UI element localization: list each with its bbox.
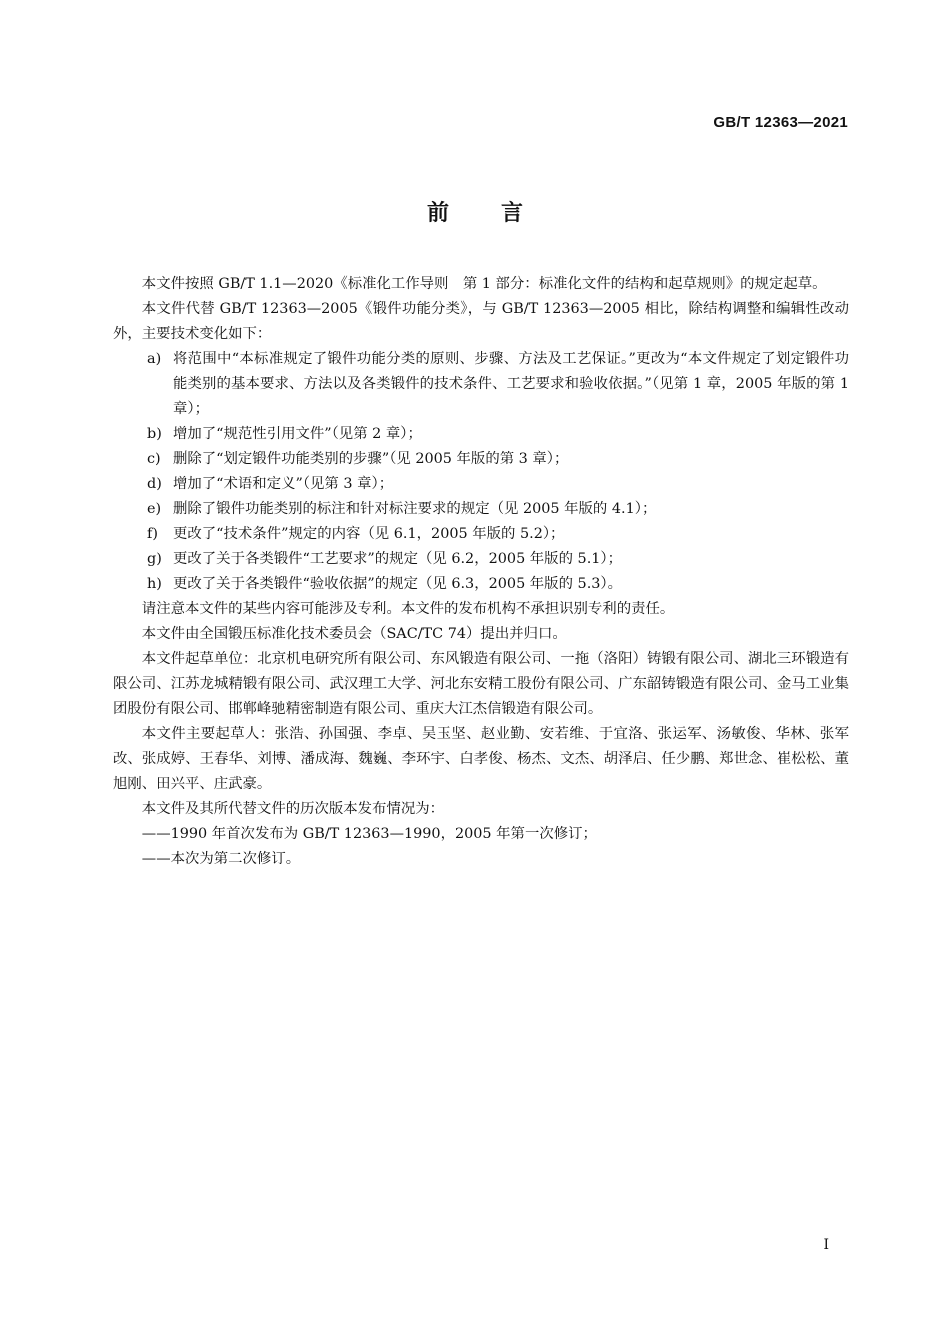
paragraph-drafting-rules: 本文件按照 GB/T 1.1—2020《标准化工作导则 第 1 部分：标准化文件的结构和起草规则》的规定起草。 xyxy=(141,276,827,292)
paragraph-replacement: 本文件代替 GB/T 12363—2005《锻件功能分类》，与 GB/T 12363—2005 相比，除结构调整和编辑性改动外，主要技术变化如下： xyxy=(113,301,849,342)
list-item xyxy=(113,497,849,522)
list-item-text: 增加了“规范性引用文件”（见第 2 章）； xyxy=(173,426,422,442)
list-item xyxy=(113,522,849,547)
paragraph-drafting-units: 本文件起草单位：北京机电研究所有限公司、东风锻造有限公司、一拖（洛阳）铸锻有限公司、湖北三环锻造有限公司、江苏龙城精锻有限公司、武汉理工大学、河北东安精工股份有限公司、广东韶铸锻造有限公司、金马工业集团股份有限公司、邯郸峰驰精密制造有限公司、重庆大江杰信锻造有限公司。 xyxy=(113,651,849,717)
list-marker: a) xyxy=(147,351,162,367)
changes-list xyxy=(113,347,849,597)
list-marker: b) xyxy=(147,426,162,442)
list-item xyxy=(113,422,849,447)
list-item-text: 删除了“划定锻件功能类别的步骤”（见 2005 年版的第 3 章）； xyxy=(173,451,569,467)
list-marker: h) xyxy=(147,576,162,592)
paragraph-history-intro: 本文件及其所代替文件的历次版本发布情况为： xyxy=(141,801,445,817)
history-item: ——1990 年首次发布为 GB/T 12363—1990，2005 年第一次修订； xyxy=(141,826,597,842)
list-marker: f) xyxy=(147,526,158,542)
list-item-text: 更改了关于各类锻件“验收依据”的规定（见 6.3，2005 年版的 5.3）。 xyxy=(173,576,623,592)
list-marker: d) xyxy=(147,476,162,492)
list-item xyxy=(113,472,849,497)
list-item-text: 更改了关于各类锻件“工艺要求”的规定（见 6.2，2005 年版的 5.1）； xyxy=(173,551,623,567)
foreword-body xyxy=(113,272,849,872)
list-item-text: 删除了锻件功能类别的标注和针对标注要求的规定（见 2005 年版的 4.1）； xyxy=(173,501,657,517)
list-item xyxy=(113,572,849,597)
list-marker: e) xyxy=(147,501,162,517)
list-item xyxy=(113,547,849,572)
paragraph-proposer: 本文件由全国锻压标准化技术委员会（SAC/TC 74）提出并归口。 xyxy=(141,626,567,642)
paragraph-drafters: 本文件主要起草人：张浩、孙国强、李卓、吴玉坚、赵业勤、安若维、于宜洛、张运军、汤敏俊、华林、张军改、张成婷、王春华、刘博、潘成海、魏巍、李环宇、白孝俊、杨杰、文杰、胡泽启、任少鹏、郑世念、崔松松、董旭刚、田兴平、庄武豪。 xyxy=(113,726,849,792)
list-item-text: 增加了“术语和定义”（见第 3 章）； xyxy=(173,476,394,492)
list-item xyxy=(113,347,849,422)
list-marker: c) xyxy=(147,451,161,467)
list-item xyxy=(113,447,849,472)
page-title: 前言 xyxy=(426,201,575,226)
page-number: I xyxy=(823,1237,829,1253)
list-item-text: 更改了“技术条件”规定的内容（见 6.1，2005 年版的 5.2）； xyxy=(173,526,565,542)
history-item: ——本次为第二次修订。 xyxy=(141,851,301,867)
standard-code: GB/T 12363—2021 xyxy=(713,114,848,131)
paragraph-patent-notice: 请注意本文件的某些内容可能涉及专利。本文件的发布机构不承担识别专利的责任。 xyxy=(141,601,675,617)
list-marker: g) xyxy=(147,551,162,567)
list-item-text: 将范围中“本标准规定了锻件功能分类的原则、步骤、方法及工艺保证。”更改为“本文件规定了划定锻件功能类别的基本要求、方法以及各类锻件的技术条件、工艺要求和验收依据。”（见第 1 章，2005 年版的第 1 章）； xyxy=(173,351,849,417)
